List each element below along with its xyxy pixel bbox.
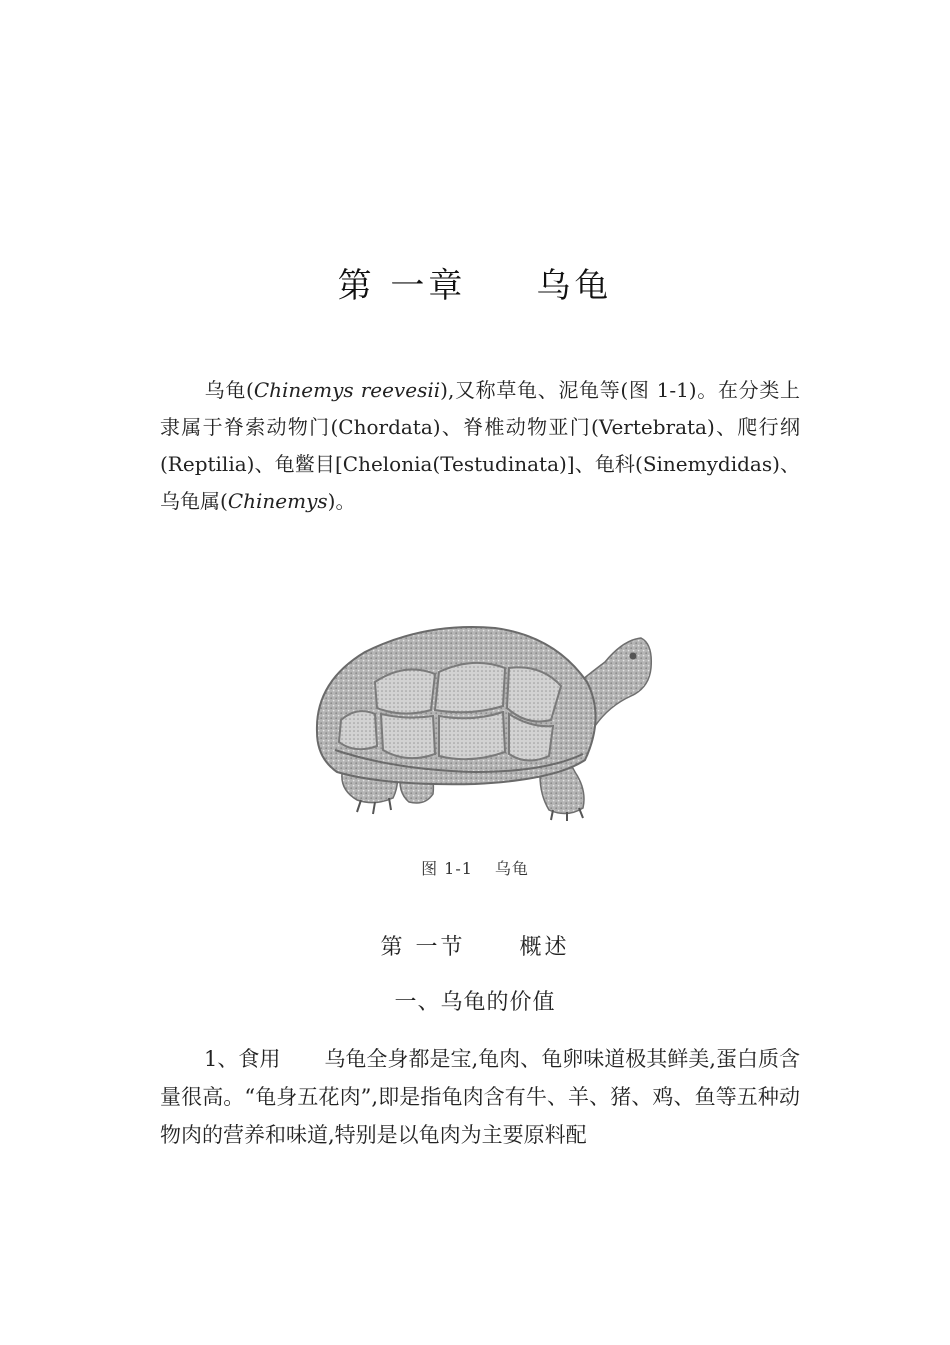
intro-paragraph [160,372,800,520]
turtle-illustration [305,622,655,822]
chapter-heading [0,258,950,307]
body-text: 乌龟全身都是宝,龟肉、龟卵味道极其鲜美,蛋白质含量很高。“龟身五花肉”,即是指龟肉含有牛、羊、猪、鸡、鱼等五种动物肉的营养和味道,特别是以龟肉为主要原料配 [160,1047,800,1147]
intro-text-2: ),又称草龟、泥龟等(图 1-1)。在分类上隶属于脊索动物门(Chordata)、脊椎动物亚门(Vertebrata)、爬行纲(Reptilia)、龟鳖目[Chelonia(Testudinata)]、龟科(Sinemydidas)、乌龟属( [160,378,800,513]
figure-caption [0,856,950,879]
latin-name-species: Chinemys reevesii [253,378,441,402]
chapter-number: 第 一章 [337,266,467,306]
subsection-heading: 一、乌龟的价值 [394,990,556,1015]
latin-name-genus: Chinemys [227,489,328,513]
chapter-title: 乌龟 [536,266,613,306]
section-title: 概述 [519,935,570,960]
intro-text-1: 乌龟( [204,378,254,402]
body-paragraph [160,1040,800,1154]
figure-number: 图 1-1 [421,859,473,878]
section-heading [0,930,950,961]
body-term: 1、食用 [204,1047,281,1071]
figure-caption-text: 乌龟 [494,859,529,878]
intro-text-3: )。 [327,489,356,513]
section-number: 第 一节 [380,935,466,960]
